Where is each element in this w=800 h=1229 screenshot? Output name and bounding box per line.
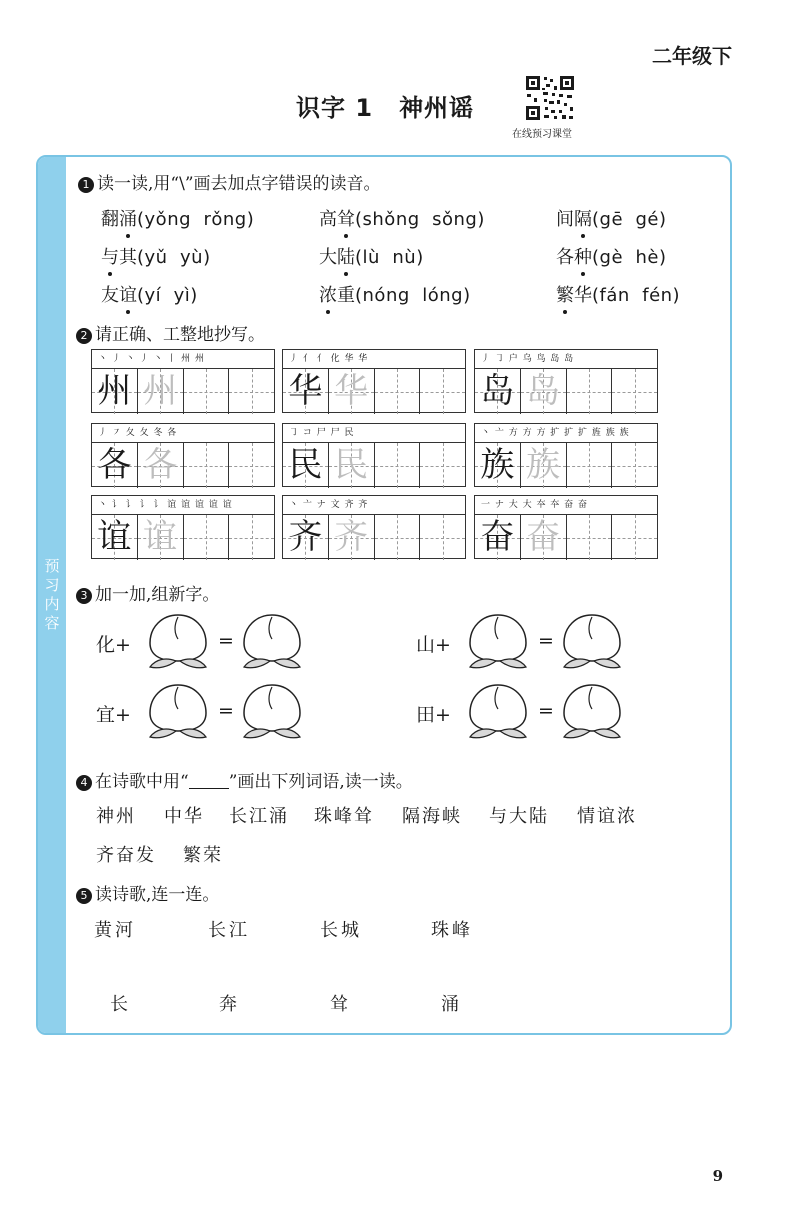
- q5-number: 5: [76, 888, 92, 904]
- stroke-order: 丶 丿 丶 丿 丶 丨 州 州: [92, 350, 274, 369]
- trace-char: 华: [334, 371, 369, 411]
- copy-grid: [91, 495, 275, 559]
- writing-cell[interactable]: [567, 369, 613, 414]
- model-char: 各: [97, 445, 132, 485]
- writing-cell[interactable]: [184, 369, 230, 414]
- trace-char: 岛: [526, 371, 561, 411]
- copy-grid: [91, 349, 275, 413]
- base-char: 宜: [96, 704, 116, 726]
- writing-cell[interactable]: [420, 443, 465, 488]
- lesson-title: [296, 88, 474, 123]
- writing-cell: [521, 443, 567, 488]
- add-expression: [96, 700, 131, 727]
- writing-cell: [138, 369, 184, 414]
- plus-sign: +: [115, 634, 131, 656]
- copy-grid: [282, 349, 466, 413]
- trace-char: 齐: [334, 517, 369, 557]
- pinyin-options[interactable]: (shǒng sǒng): [355, 209, 485, 230]
- equals-sign: =: [538, 630, 554, 652]
- match-verb[interactable]: 长: [110, 994, 128, 1015]
- word-prefix: 大: [319, 247, 337, 268]
- q4-instruction: 4 在诗歌中用“ ”画出下列词语,读一读。: [76, 767, 413, 792]
- pinyin-item[interactable]: [556, 281, 680, 307]
- vocab-word: 长江涌: [229, 806, 289, 827]
- writing-cell[interactable]: [567, 443, 613, 488]
- writing-cell: [475, 369, 521, 414]
- writing-cell[interactable]: [420, 515, 465, 560]
- copy-grid: [474, 349, 658, 413]
- writing-cell: [475, 443, 521, 488]
- sidebar-label: 预习内容: [44, 557, 60, 632]
- model-char: 齐: [288, 517, 323, 557]
- stroke-order: 丿 ㇇ 夂 夂 冬 各: [92, 424, 274, 443]
- word-suffix: 重: [337, 285, 355, 306]
- writing-cell: [329, 369, 375, 414]
- model-char: 州: [97, 371, 132, 411]
- pinyin-item[interactable]: [319, 281, 471, 307]
- dotted-char: 浓: [319, 281, 337, 307]
- stroke-order: 丿 ㇆ 户 乌 鸟 岛 岛: [475, 350, 657, 369]
- lesson-name: 神州谣: [399, 94, 475, 122]
- peach-answer-icon[interactable]: [462, 679, 534, 745]
- writing-cell[interactable]: [375, 515, 421, 560]
- writing-cell: [283, 443, 329, 488]
- q4-number: 4: [76, 775, 92, 791]
- dotted-char: 耸: [337, 205, 355, 231]
- pinyin-options[interactable]: (yǒng rǒng): [137, 209, 255, 230]
- sidebar-band: [38, 157, 66, 1033]
- word-prefix: 间: [556, 209, 574, 230]
- peach-answer-icon[interactable]: [556, 609, 628, 675]
- vocab-word: 中华: [164, 806, 204, 827]
- writing-cell[interactable]: [229, 443, 274, 488]
- base-char: 山: [416, 634, 436, 656]
- writing-cell: [138, 443, 184, 488]
- qr-code-icon[interactable]: [524, 74, 576, 122]
- vocab-word: 隔海峡: [402, 806, 462, 827]
- trace-char: 各: [143, 445, 178, 485]
- pinyin-options[interactable]: (fán fén): [592, 285, 681, 306]
- dotted-char: 与: [101, 243, 119, 269]
- base-char: 田: [416, 704, 436, 726]
- writing-cell: [92, 443, 138, 488]
- q3-number: 3: [76, 588, 92, 604]
- add-expression: [96, 630, 131, 657]
- exercise-content: [66, 157, 730, 1033]
- word-suffix: 其: [119, 247, 137, 268]
- pinyin-options[interactable]: (yǔ yù): [137, 247, 211, 268]
- preview-panel: [36, 155, 732, 1035]
- vocab-word: 齐奋发: [96, 845, 156, 866]
- pinyin-item[interactable]: [319, 243, 424, 269]
- stroke-order: 丶 讠 讠 讠 讠 谊 谊 谊 谊 谊: [92, 496, 274, 515]
- copy-grid: [474, 495, 658, 559]
- grade-label: 二年级下: [652, 44, 732, 68]
- match-verb[interactable]: 耸: [330, 994, 348, 1015]
- copy-grid: [282, 495, 466, 559]
- peach-answer-icon[interactable]: [142, 609, 214, 675]
- trace-char: 奋: [526, 517, 561, 557]
- equals-sign: =: [218, 700, 234, 722]
- writing-cell: [475, 515, 521, 560]
- pinyin-item[interactable]: [556, 243, 666, 269]
- match-subject[interactable]: 黄河: [94, 920, 136, 941]
- lesson-label: 识字 1: [296, 94, 374, 122]
- dotted-char: 谊: [119, 281, 137, 307]
- plus-sign: +: [435, 704, 451, 726]
- writing-cell[interactable]: [375, 443, 421, 488]
- copy-grid: [91, 423, 275, 487]
- match-verb[interactable]: 奔: [219, 994, 237, 1015]
- q3-instruction: 3 加一加,组新字。: [76, 580, 219, 605]
- peach-answer-icon[interactable]: [462, 609, 534, 675]
- model-char: 华: [288, 371, 323, 411]
- vocab-word: 情谊浓: [577, 806, 637, 827]
- match-subject[interactable]: 长城: [320, 920, 362, 941]
- trace-char: 族: [526, 445, 561, 485]
- pinyin-options[interactable]: (yí yì): [137, 285, 198, 306]
- base-char: 化: [96, 634, 116, 656]
- writing-cell[interactable]: [612, 369, 657, 414]
- add-expression: [416, 630, 451, 657]
- stroke-order: 丶 亠 ナ 文 齐 齐: [283, 496, 465, 515]
- stroke-order: ㇆ コ 尸 尸 民: [283, 424, 465, 443]
- word-prefix: 翻: [101, 209, 119, 230]
- vocab-word: 神州: [96, 806, 136, 827]
- writing-cell[interactable]: [184, 443, 230, 488]
- pinyin-item[interactable]: [101, 205, 254, 231]
- pinyin-options[interactable]: (gè hè): [592, 247, 667, 268]
- pinyin-item[interactable]: [101, 281, 198, 307]
- trace-char: 谊: [143, 517, 178, 557]
- q1-number: 1: [78, 177, 94, 193]
- peach-answer-icon[interactable]: [236, 679, 308, 745]
- dotted-char: 涌: [119, 205, 137, 231]
- writing-cell[interactable]: [420, 369, 465, 414]
- writing-cell[interactable]: [375, 369, 421, 414]
- q2-number: 2: [76, 328, 92, 344]
- dotted-char: 隔: [574, 205, 592, 231]
- match-subject[interactable]: 长江: [208, 920, 250, 941]
- model-char: 民: [288, 445, 323, 485]
- writing-cell: [521, 515, 567, 560]
- peach-answer-icon[interactable]: [142, 679, 214, 745]
- pinyin-item[interactable]: [319, 205, 485, 231]
- pinyin-options[interactable]: (gē gé): [592, 209, 667, 230]
- q5-instruction: 5 读诗歌,连一连。: [76, 880, 219, 905]
- underline-blank: [189, 774, 229, 789]
- writing-cell[interactable]: [184, 515, 230, 560]
- word-prefix: 各: [556, 247, 574, 268]
- vocab-word: 繁荣: [183, 845, 223, 866]
- peach-answer-icon[interactable]: [556, 679, 628, 745]
- writing-cell: [521, 369, 567, 414]
- plus-sign: +: [435, 634, 451, 656]
- writing-cell[interactable]: [567, 515, 613, 560]
- dotted-char: 繁: [556, 281, 574, 307]
- writing-cell[interactable]: [612, 443, 657, 488]
- match-subject[interactable]: 珠峰: [431, 920, 473, 941]
- match-verb[interactable]: 涌: [441, 994, 459, 1015]
- q1-instruction: 1 读一读,用“\”画去加点字错误的读音。: [78, 169, 381, 194]
- writing-cell: [283, 369, 329, 414]
- pinyin-options[interactable]: (lù nù): [355, 247, 424, 268]
- stroke-order: 一 ナ 大 大 夲 夲 奋 奋: [475, 496, 657, 515]
- writing-cell[interactable]: [229, 515, 274, 560]
- writing-cell: [92, 369, 138, 414]
- equals-sign: =: [218, 630, 234, 652]
- page-number: 9: [712, 1167, 723, 1185]
- writing-cell[interactable]: [229, 369, 274, 414]
- pinyin-options[interactable]: (nóng lóng): [355, 285, 471, 306]
- pinyin-item[interactable]: [101, 243, 211, 269]
- add-expression: [416, 700, 451, 727]
- vocab-word: 珠峰耸: [314, 806, 374, 827]
- equals-sign: =: [538, 700, 554, 722]
- model-char: 岛: [480, 371, 515, 411]
- trace-char: 民: [334, 445, 369, 485]
- word-prefix: 高: [319, 209, 337, 230]
- qr-label: 在线预习课堂: [512, 129, 572, 140]
- peach-answer-icon[interactable]: [236, 609, 308, 675]
- dotted-char: 陆: [337, 243, 355, 269]
- model-char: 奋: [480, 517, 515, 557]
- writing-cell: [329, 443, 375, 488]
- copy-grid: [282, 423, 466, 487]
- stroke-order: 丿 亻 亻 化 华 华: [283, 350, 465, 369]
- pinyin-item[interactable]: [556, 205, 667, 231]
- writing-cell: [138, 515, 184, 560]
- q2-instruction: 2 请正确、工整地抄写。: [76, 320, 265, 345]
- writing-cell: [92, 515, 138, 560]
- word-suffix: 华: [574, 285, 592, 306]
- vocab-word: 与大陆: [489, 806, 549, 827]
- writing-cell[interactable]: [612, 515, 657, 560]
- model-char: 谊: [97, 517, 132, 557]
- copy-grid: [474, 423, 658, 487]
- trace-char: 州: [143, 371, 178, 411]
- dotted-char: 种: [574, 243, 592, 269]
- word-prefix: 友: [101, 285, 119, 306]
- model-char: 族: [480, 445, 515, 485]
- stroke-order: 丶 亠 方 方 方 扩 扩 扩 旌 族 族: [475, 424, 657, 443]
- plus-sign: +: [115, 704, 131, 726]
- writing-cell: [329, 515, 375, 560]
- writing-cell: [283, 515, 329, 560]
